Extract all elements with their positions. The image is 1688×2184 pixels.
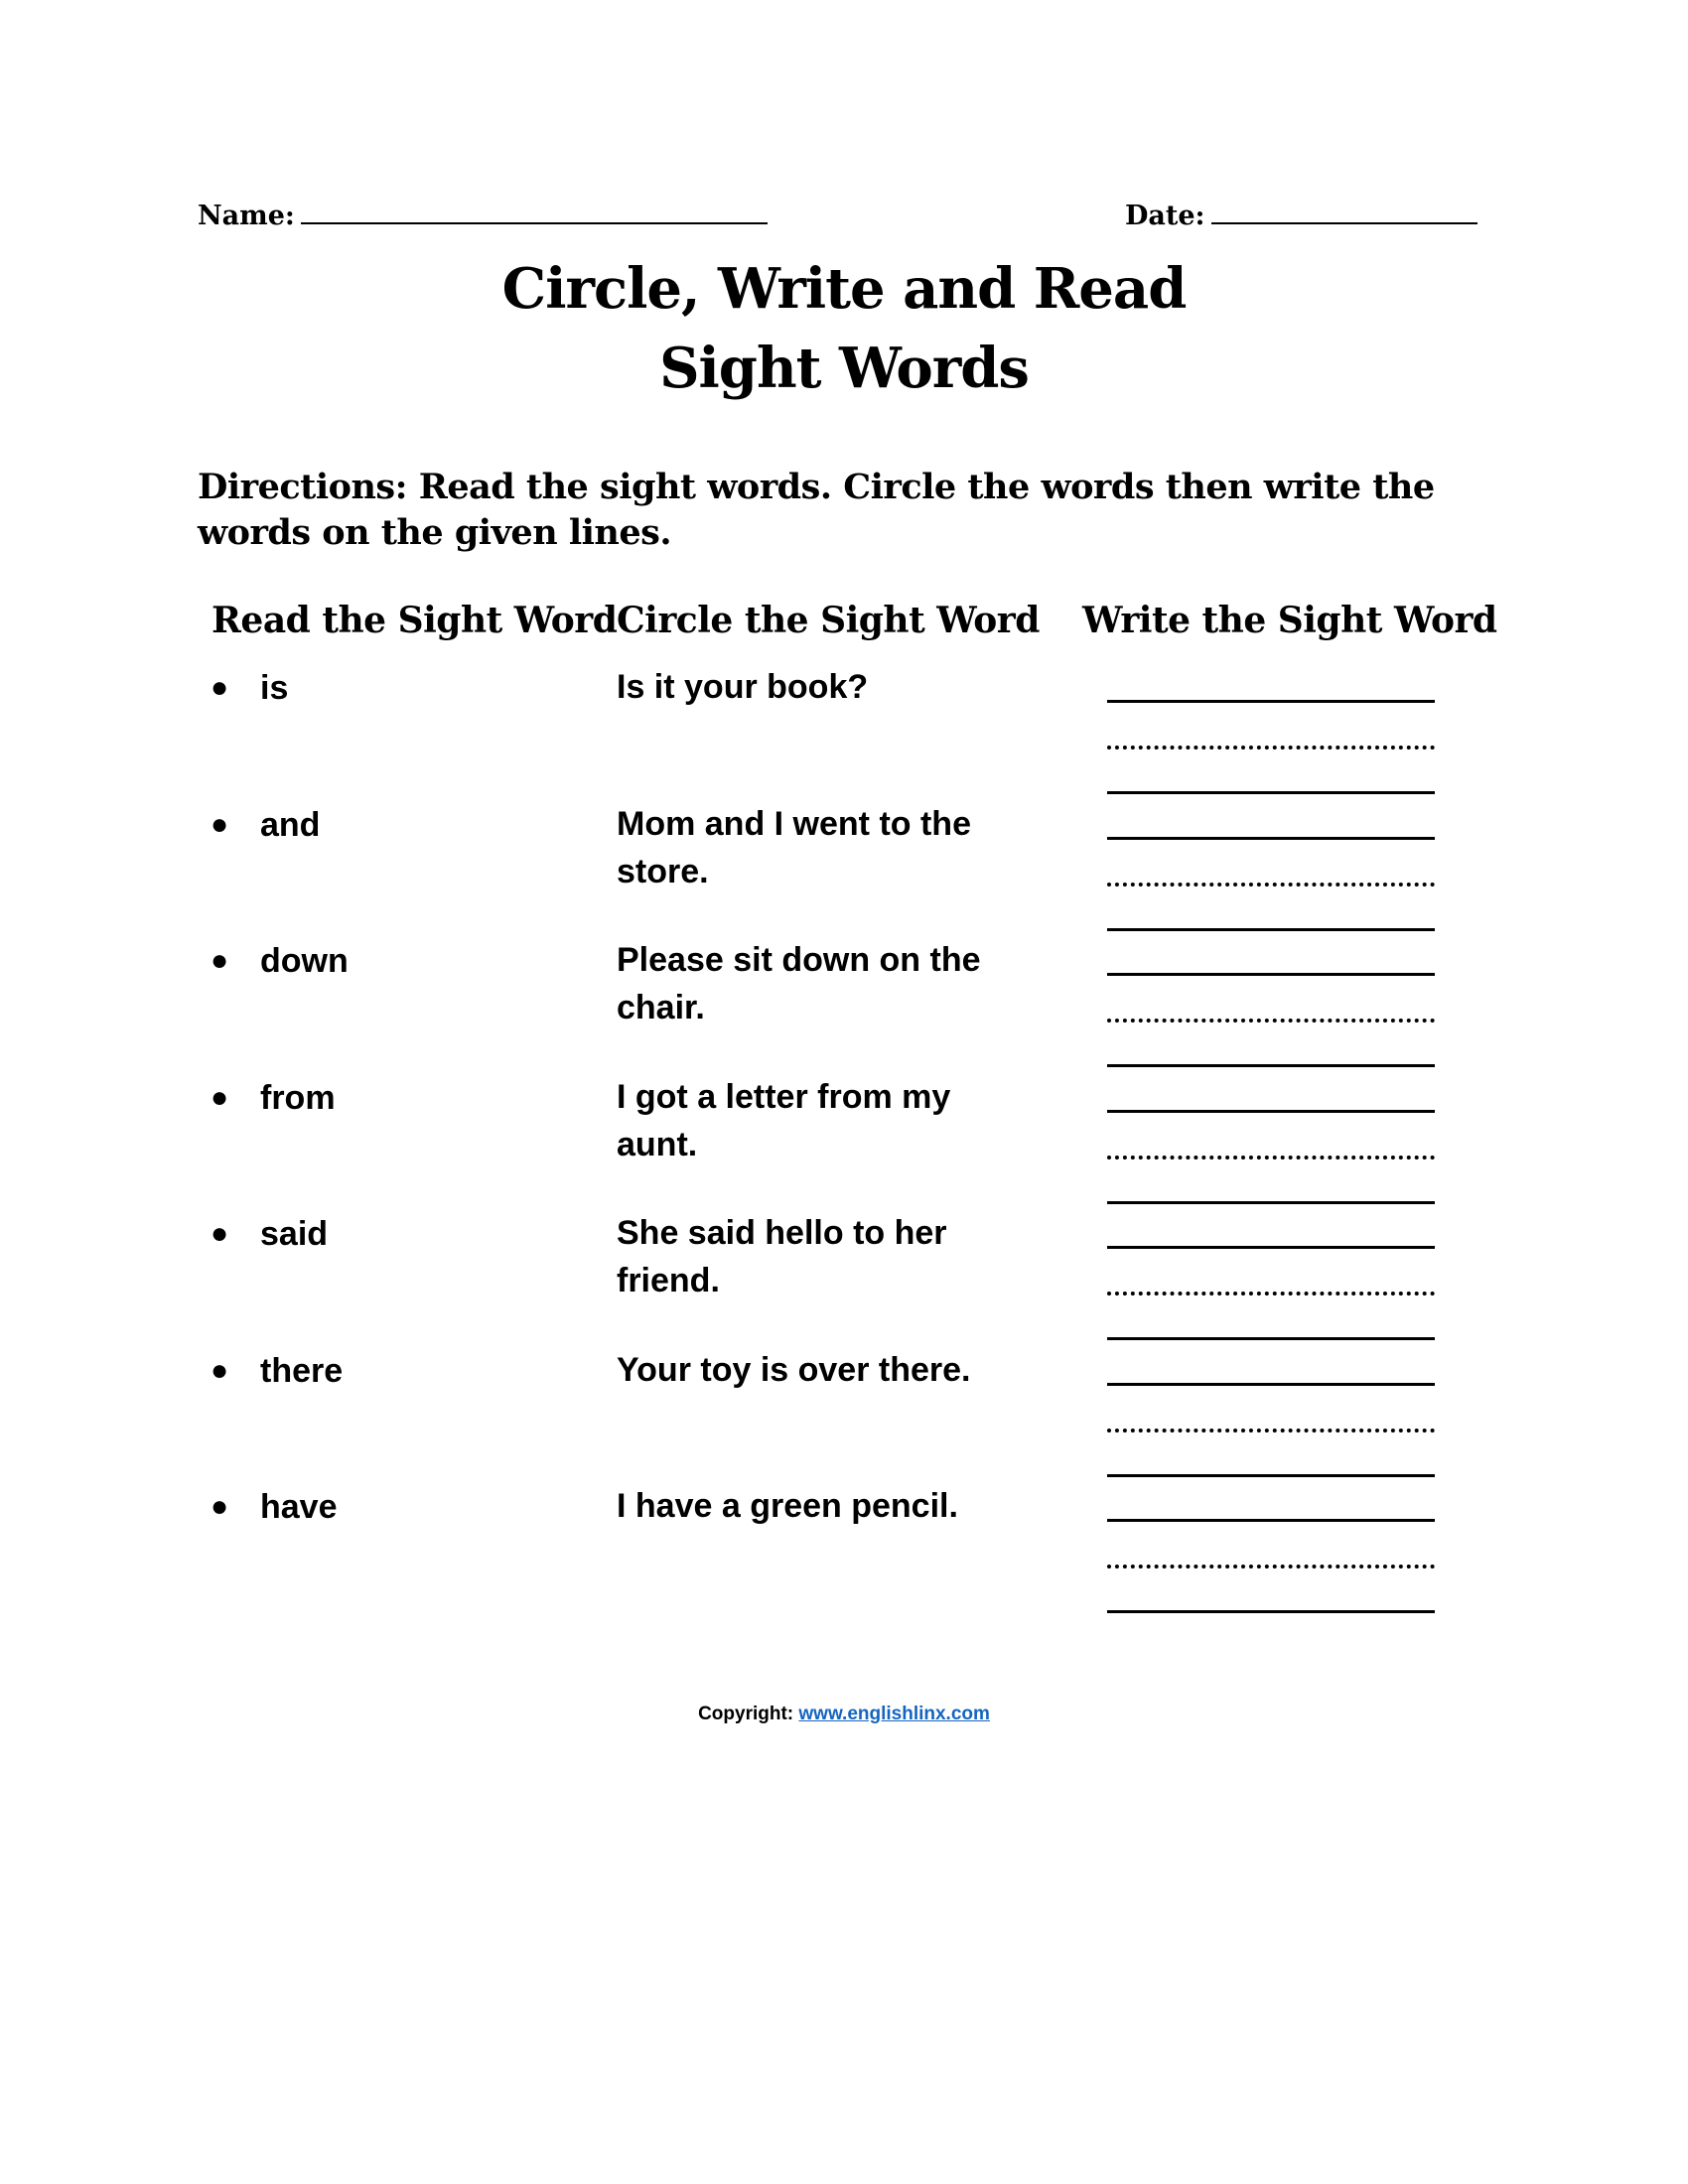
write-line-dotted[interactable] bbox=[1107, 883, 1435, 887]
write-line-dotted[interactable] bbox=[1107, 1292, 1435, 1296]
write-line-bottom[interactable] bbox=[1107, 1474, 1435, 1477]
circle-sentence[interactable]: I got a letter from my aunt. bbox=[617, 1077, 951, 1163]
copyright-label: Copyright: bbox=[698, 1704, 794, 1724]
circle-sentence[interactable]: I have a green pencil. bbox=[617, 1487, 958, 1525]
name-label: Name: bbox=[198, 201, 295, 231]
write-line-dotted[interactable] bbox=[1107, 1156, 1435, 1160]
date-field[interactable] bbox=[1125, 199, 1477, 231]
directions-text: Directions: Read the sight words. Circle the words then write the words on the given lines. bbox=[198, 467, 1435, 553]
copyright-link[interactable]: www.englishlinx.com bbox=[798, 1704, 990, 1724]
write-line-bottom[interactable] bbox=[1107, 928, 1435, 931]
sight-word: is bbox=[260, 669, 289, 707]
write-line-dotted[interactable] bbox=[1107, 1565, 1435, 1569]
write-line-dotted[interactable] bbox=[1107, 1429, 1435, 1433]
sight-word: down bbox=[260, 942, 349, 980]
page-title-line1: Circle, Write and Read bbox=[501, 256, 1187, 322]
column-header-read: Read the Sight Word bbox=[211, 600, 618, 641]
date-blank-line[interactable] bbox=[1211, 199, 1477, 224]
write-line-bottom[interactable] bbox=[1107, 791, 1435, 794]
bullet-icon: ● bbox=[211, 1490, 229, 1523]
date-label: Date: bbox=[1125, 201, 1205, 231]
write-line-top[interactable] bbox=[1107, 700, 1435, 703]
copyright bbox=[0, 1704, 1688, 1725]
circle-sentence[interactable]: Please sit down on the chair. bbox=[617, 941, 981, 1026]
sight-word: said bbox=[260, 1215, 329, 1253]
column-header-write: Write the Sight Word bbox=[1082, 600, 1497, 641]
write-line-top[interactable] bbox=[1107, 1246, 1435, 1249]
column-header-circle: Circle the Sight Word bbox=[617, 600, 1040, 641]
page-title-line2: Sight Words bbox=[659, 336, 1029, 401]
bullet-icon: ● bbox=[211, 1217, 229, 1250]
write-line-bottom[interactable] bbox=[1107, 1337, 1435, 1340]
bullet-icon: ● bbox=[211, 807, 229, 841]
circle-sentence[interactable]: She said hello to her friend. bbox=[617, 1214, 947, 1299]
write-line-top[interactable] bbox=[1107, 1383, 1435, 1386]
circle-sentence[interactable]: Is it your book? bbox=[617, 668, 869, 706]
write-line-top[interactable] bbox=[1107, 1110, 1435, 1113]
write-line-bottom[interactable] bbox=[1107, 1610, 1435, 1613]
sight-word: and bbox=[260, 805, 321, 844]
bullet-icon: ● bbox=[211, 671, 229, 704]
name-field[interactable] bbox=[198, 199, 768, 231]
bullet-icon: ● bbox=[211, 944, 229, 977]
write-line-bottom[interactable] bbox=[1107, 1064, 1435, 1067]
sight-word: from bbox=[260, 1078, 336, 1117]
write-line-top[interactable] bbox=[1107, 973, 1435, 976]
write-line-top[interactable] bbox=[1107, 1519, 1435, 1522]
bullet-icon: ● bbox=[211, 1353, 229, 1387]
sight-word: have bbox=[260, 1488, 338, 1526]
write-line-dotted[interactable] bbox=[1107, 746, 1435, 750]
write-line-bottom[interactable] bbox=[1107, 1201, 1435, 1204]
write-line-top[interactable] bbox=[1107, 837, 1435, 840]
circle-sentence[interactable]: Mom and I went to the store. bbox=[617, 804, 971, 890]
write-line-dotted[interactable] bbox=[1107, 1019, 1435, 1023]
bullet-icon: ● bbox=[211, 1080, 229, 1114]
sight-word: there bbox=[260, 1351, 344, 1390]
name-blank-line[interactable] bbox=[301, 199, 768, 224]
circle-sentence[interactable]: Your toy is over there. bbox=[617, 1350, 971, 1389]
